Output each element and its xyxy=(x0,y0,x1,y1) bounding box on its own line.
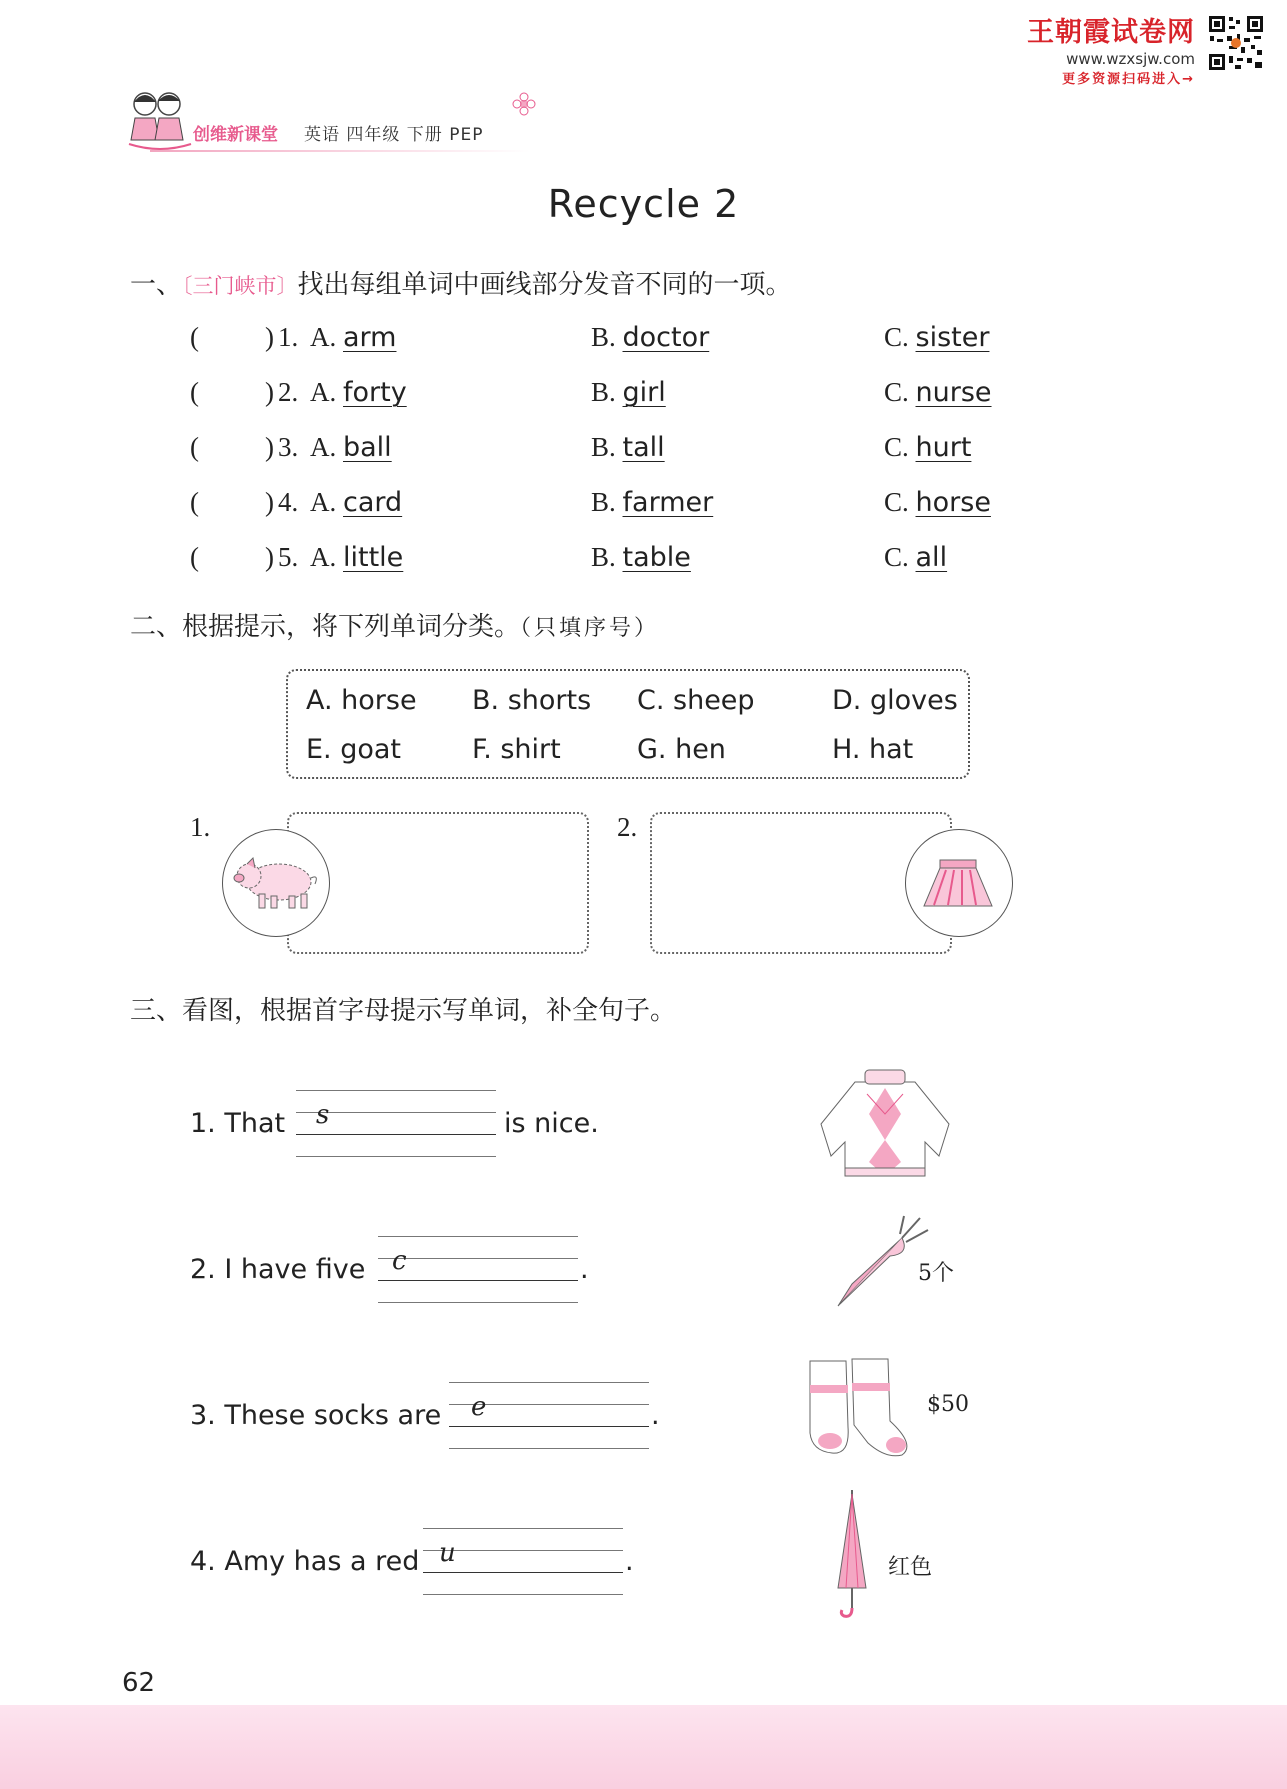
answer-blank[interactable] xyxy=(212,542,262,573)
word-bank-item: A. horse xyxy=(306,685,417,716)
option-c-word: horse xyxy=(915,487,991,518)
answer-paren-open: ( xyxy=(190,432,199,462)
answer-paren-close: ) xyxy=(265,377,274,407)
footer-band xyxy=(0,1705,1287,1789)
option-b: B. farmer xyxy=(591,487,714,518)
option-b-word: table xyxy=(622,542,691,573)
question-number: 1. xyxy=(278,322,299,352)
answer-blank[interactable] xyxy=(212,322,262,353)
section2-note: （只填序号） xyxy=(520,616,660,641)
sentence-2-after: . xyxy=(580,1254,589,1285)
word-bank-item: F. shirt xyxy=(472,734,561,765)
writing-lines-2[interactable] xyxy=(378,1236,578,1302)
answer-paren-close: ) xyxy=(265,542,274,572)
brand-block xyxy=(1027,10,1195,87)
series-name: 创维新课堂 xyxy=(193,125,278,145)
sentence-4-after: . xyxy=(625,1546,634,1577)
option-b: B. doctor xyxy=(591,322,710,353)
section2-heading: 二、根据提示，将下列单词分类。（只填序号） xyxy=(130,612,660,642)
socks-icon xyxy=(806,1355,924,1461)
writing-lines-1[interactable] xyxy=(296,1090,496,1156)
umbrella-icon xyxy=(832,1488,872,1620)
skirt-picture xyxy=(905,829,1013,937)
question-number: 3. xyxy=(278,432,299,462)
answer-paren-close: ) xyxy=(265,322,274,352)
section1-heading: 一、〔三门峡市〕找出每组单词中画线部分发音不同的一项。 xyxy=(130,270,792,300)
box2-label: 2. xyxy=(617,812,638,842)
option-b: B. tall xyxy=(591,432,665,463)
page-number: 62 xyxy=(122,1668,156,1698)
option-b-word: farmer xyxy=(622,487,714,518)
side-note-4: 红色 xyxy=(888,1555,933,1580)
side-note-3: $50 xyxy=(927,1392,969,1417)
option-a: A. forty xyxy=(310,377,407,408)
answer-blank[interactable] xyxy=(212,377,262,408)
hint-letter-1: s xyxy=(316,1100,330,1130)
option-c: C. nurse xyxy=(884,377,992,408)
answer-paren-close: ) xyxy=(265,432,274,462)
page-title: Recycle 2 xyxy=(547,182,740,226)
header-divider xyxy=(150,150,530,152)
brand-name: 王朝霞试卷网 xyxy=(1027,17,1195,48)
book-info: 英语 四年级 下册 PEP xyxy=(304,125,484,145)
option-b: B. table xyxy=(591,542,691,573)
option-a: A. arm xyxy=(310,322,397,353)
option-a-word: card xyxy=(343,487,403,518)
sweater-icon xyxy=(815,1064,955,1182)
option-c: C. hurt xyxy=(884,432,972,463)
option-a: A. card xyxy=(310,487,403,518)
option-a-word: little xyxy=(343,542,404,573)
hint-letter-2: c xyxy=(392,1246,407,1276)
brand-more: 更多资源扫码进入→ xyxy=(1062,72,1195,87)
word-bank xyxy=(286,669,970,779)
section3-heading: 三、看图，根据首字母提示写单词，补全句子。 xyxy=(130,996,677,1026)
option-c-word: nurse xyxy=(915,377,992,408)
sentence-1-after: is nice. xyxy=(504,1108,599,1139)
sentence-3-after: . xyxy=(651,1400,660,1431)
box1-label: 1. xyxy=(190,812,211,842)
answer-blank[interactable] xyxy=(212,487,262,518)
brand-url: www.wzxsjw.com xyxy=(1066,50,1195,68)
word-bank-item: C. sheep xyxy=(637,685,755,716)
sentence-4-before: 4. Amy has a red xyxy=(190,1546,420,1577)
question-number: 4. xyxy=(278,487,299,517)
question-number: 2. xyxy=(278,377,299,407)
option-b-word: tall xyxy=(622,432,665,463)
writing-lines-4[interactable] xyxy=(423,1528,623,1594)
answer-box-1[interactable] xyxy=(287,812,589,954)
pig-icon xyxy=(223,830,327,934)
pig-picture xyxy=(222,829,330,937)
option-a: A. little xyxy=(310,542,404,573)
carrot-icon xyxy=(832,1214,932,1310)
sentence-1-before: 1. That xyxy=(190,1108,286,1139)
answer-paren-open: ( xyxy=(190,377,199,407)
word-bank-item: H. hat xyxy=(832,734,914,765)
question-number: 5. xyxy=(278,542,299,572)
word-bank-item: B. shorts xyxy=(472,685,592,716)
option-a-word: ball xyxy=(343,432,392,463)
option-c: C. horse xyxy=(884,487,991,518)
option-c-word: hurt xyxy=(915,432,972,463)
writing-lines-3[interactable] xyxy=(449,1382,649,1448)
option-c: C. all xyxy=(884,542,948,573)
option-c-word: all xyxy=(915,542,948,573)
flower-icon xyxy=(512,92,536,116)
hint-letter-4: u xyxy=(439,1538,456,1568)
option-a: A. ball xyxy=(310,432,392,463)
option-b-word: girl xyxy=(622,377,666,408)
option-b-word: doctor xyxy=(622,322,710,353)
word-bank-item: D. gloves xyxy=(832,685,958,716)
answer-blank[interactable] xyxy=(212,432,262,463)
option-a-word: forty xyxy=(343,377,407,408)
option-b: B. girl xyxy=(591,377,666,408)
option-c-word: sister xyxy=(915,322,990,353)
children-logo-icon xyxy=(125,88,195,154)
sentence-3-before: 3. These socks are xyxy=(190,1400,442,1431)
answer-paren-open: ( xyxy=(190,542,199,572)
word-bank-item: G. hen xyxy=(637,734,726,765)
skirt-icon xyxy=(906,830,1010,934)
answer-paren-close: ) xyxy=(265,487,274,517)
option-c: C. sister xyxy=(884,322,990,353)
answer-paren-open: ( xyxy=(190,487,199,517)
option-a-word: arm xyxy=(343,322,397,353)
sentence-2-before: 2. I have five xyxy=(190,1254,366,1285)
region-tag: 〔三门峡市〕 xyxy=(182,274,298,298)
answer-paren-open: ( xyxy=(190,322,199,352)
qr-code-icon xyxy=(1207,14,1265,72)
word-bank-item: E. goat xyxy=(306,734,402,765)
hint-letter-3: e xyxy=(471,1392,487,1422)
side-note-2: 5个 xyxy=(918,1261,954,1286)
